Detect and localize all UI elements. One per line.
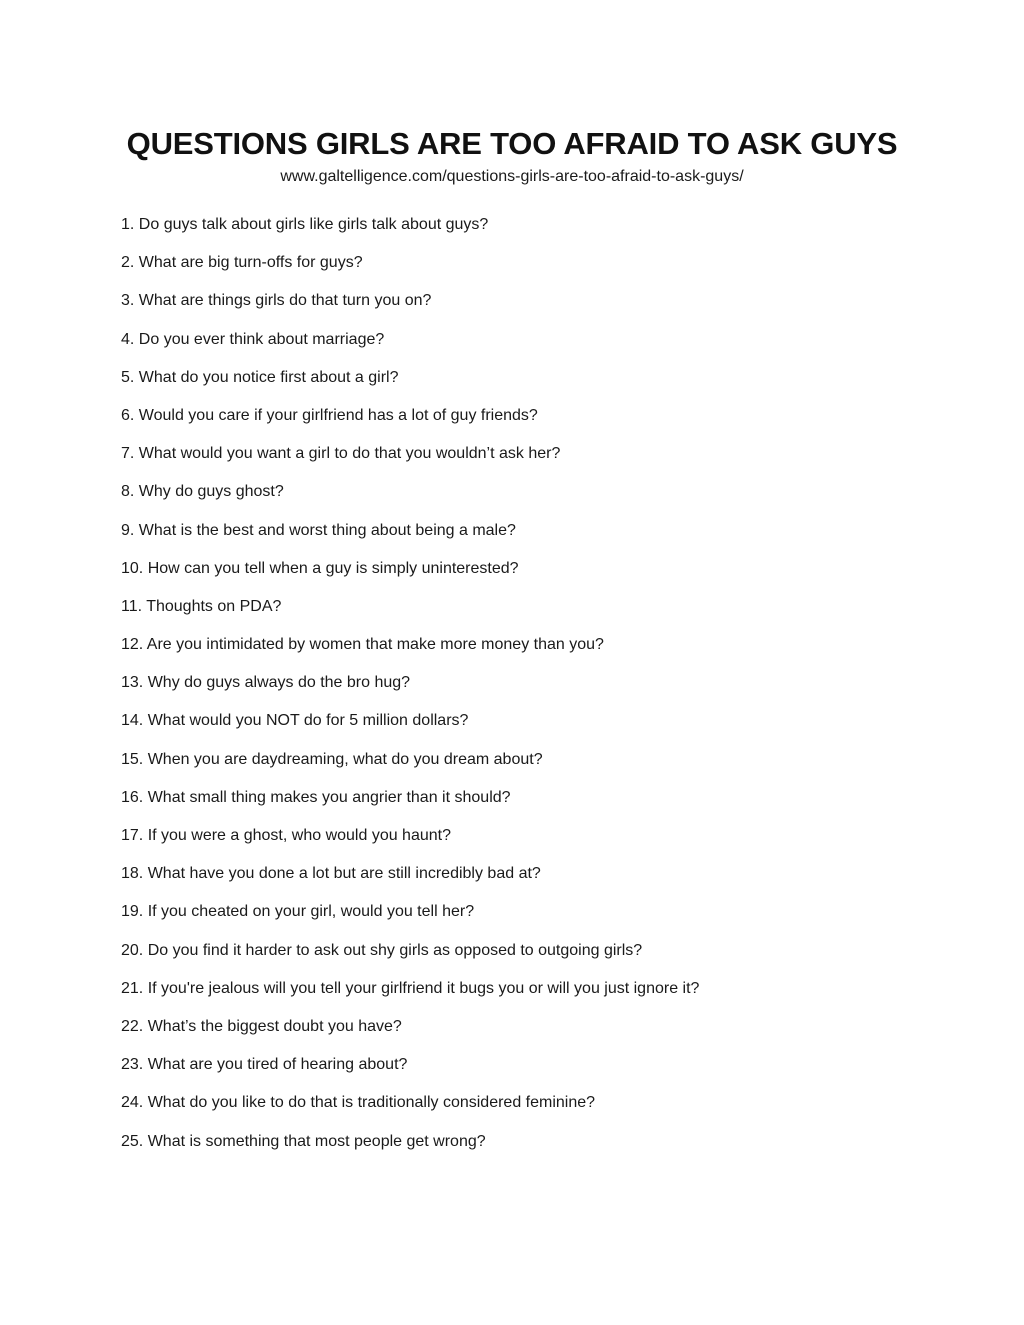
question-item: 19. If you cheated on your girl, would you tell her?: [121, 903, 475, 921]
question-item: 12. Are you intimidated by women that make more money than you?: [121, 636, 604, 654]
question-item: 7. What would you want a girl to do that you wouldn’t ask her?: [121, 445, 561, 463]
question-item: 24. What do you like to do that is traditionally considered feminine?: [121, 1094, 596, 1112]
question-item: 6. Would you care if your girlfriend has a lot of guy friends?: [121, 406, 538, 424]
question-item: 4. Do you ever think about marriage?: [121, 330, 385, 348]
question-item: 23. What are you tired of hearing about?: [121, 1056, 408, 1074]
question-item: 22. What’s the biggest doubt you have?: [121, 1017, 402, 1035]
question-item: 10. How can you tell when a guy is simply uninterested?: [121, 559, 519, 577]
question-item: 8. Why do guys ghost?: [121, 483, 284, 501]
question-item: 20. Do you find it harder to ask out shy girls as opposed to outgoing girls?: [121, 941, 643, 959]
question-item: 1. Do guys talk about girls like girls talk about guys?: [121, 216, 489, 233]
question-item: 3. What are things girls do that turn you on?: [121, 292, 432, 310]
question-item: 15. When you are daydreaming, what do you dream about?: [121, 750, 543, 768]
question-item: 18. What have you done a lot but are still incredibly bad at?: [121, 865, 541, 883]
question-item: 25. What is something that most people get wrong?: [121, 1132, 486, 1150]
document-title: QUESTIONS GIRLS ARE TOO AFRAID TO ASK GUYS: [126, 126, 898, 161]
question-item: 21. If you're jealous will you tell your girlfriend it bugs you or will you just ignore it?: [121, 979, 700, 997]
question-item: 2. What are big turn-offs for guys?: [121, 254, 363, 272]
question-item: 11. Thoughts on PDA?: [121, 597, 282, 615]
source-url: www.galtelligence.com/questions-girls-are-too-afraid-to-ask-guys/: [280, 168, 744, 185]
question-item: 16. What small thing makes you angrier than it should?: [121, 788, 511, 806]
question-list: [121, 214, 981, 1169]
question-item: 17. If you were a ghost, who would you haunt?: [121, 827, 451, 844]
question-item: 9. What is the best and worst thing about being a male?: [121, 521, 516, 539]
question-item: 14. What would you NOT do for 5 million dollars?: [121, 712, 469, 730]
question-item: 13. Why do guys always do the bro hug?: [121, 674, 411, 692]
question-item: 5. What do you notice first about a girl?: [121, 368, 399, 386]
